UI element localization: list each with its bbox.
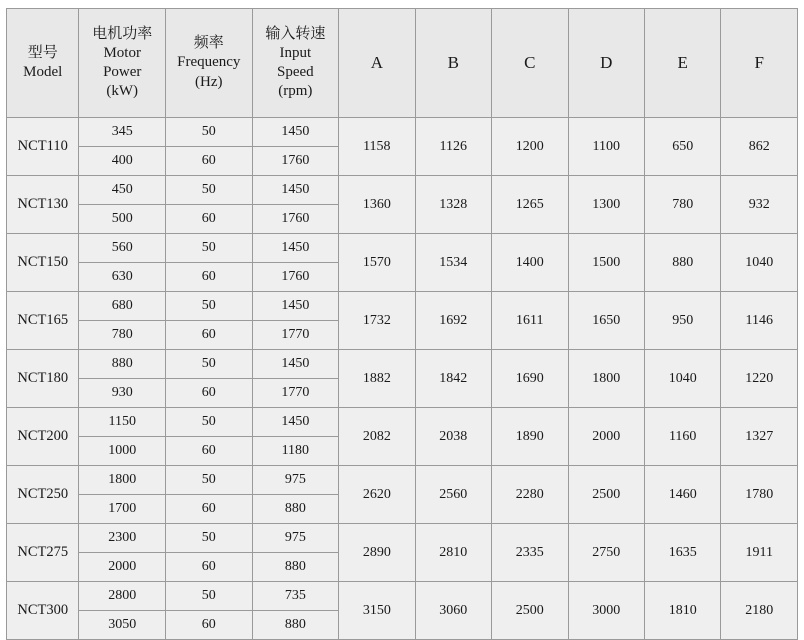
header-b: [415, 9, 491, 118]
cell-dim-a: 2082: [339, 408, 415, 466]
cell-dim-f: 932: [721, 176, 798, 234]
cell-speed: 1770: [252, 379, 339, 408]
cell-model: NCT165: [7, 292, 79, 350]
cell-dim-d: 1300: [568, 176, 644, 234]
header-c-line-0: C: [524, 53, 536, 73]
cell-power: 2000: [79, 553, 166, 582]
cell-power: 560: [79, 234, 166, 263]
cell-model: NCT275: [7, 524, 79, 582]
cell-speed: 1450: [252, 118, 339, 147]
header-input-speed-line-1: Input: [279, 44, 312, 61]
cell-dim-d: 1100: [568, 118, 644, 176]
header-frequency: [166, 9, 253, 118]
table-row: [7, 118, 798, 147]
cell-speed: 975: [252, 524, 339, 553]
cell-dim-f: 862: [721, 118, 798, 176]
cell-dim-e: 950: [644, 292, 720, 350]
cell-speed: 975: [252, 466, 339, 495]
header-f: [721, 9, 798, 118]
cell-model: NCT300: [7, 582, 79, 640]
cell-dim-b: 2560: [415, 466, 491, 524]
cell-dim-f: 1911: [721, 524, 798, 582]
cell-dim-a: 2890: [339, 524, 415, 582]
cell-freq: 60: [166, 147, 253, 176]
cell-dim-f: 1780: [721, 466, 798, 524]
cell-speed: 880: [252, 495, 339, 524]
cell-speed: 1450: [252, 176, 339, 205]
specification-table: [6, 8, 798, 640]
cell-dim-d: 2750: [568, 524, 644, 582]
cell-dim-e: 880: [644, 234, 720, 292]
cell-dim-c: 1265: [492, 176, 568, 234]
cell-dim-b: 1126: [415, 118, 491, 176]
cell-model: NCT200: [7, 408, 79, 466]
cell-freq: 60: [166, 205, 253, 234]
cell-speed: 1450: [252, 408, 339, 437]
cell-dim-d: 1800: [568, 350, 644, 408]
header-e-line-0: E: [677, 53, 688, 73]
header-motor-power-line-1: Motor: [103, 44, 141, 61]
cell-dim-c: 1690: [492, 350, 568, 408]
cell-power: 880: [79, 350, 166, 379]
header-input-speed-line-3: (rpm): [278, 83, 313, 100]
cell-speed: 880: [252, 611, 339, 640]
cell-dim-c: 1200: [492, 118, 568, 176]
cell-dim-a: 1360: [339, 176, 415, 234]
table-row: [7, 408, 798, 437]
header-frequency-line-1: Frequency: [177, 54, 241, 71]
cell-dim-d: 3000: [568, 582, 644, 640]
cell-freq: 50: [166, 524, 253, 553]
cell-dim-c: 2280: [492, 466, 568, 524]
header-d-line-0: D: [600, 53, 613, 73]
table-row: [7, 524, 798, 553]
cell-freq: 60: [166, 321, 253, 350]
header-row: [7, 9, 798, 118]
cell-freq: 50: [166, 408, 253, 437]
cell-freq: 60: [166, 553, 253, 582]
header-c: [492, 9, 568, 118]
cell-dim-d: 2500: [568, 466, 644, 524]
header-model: [7, 9, 79, 118]
cell-dim-d: 1650: [568, 292, 644, 350]
header-a-line-0: A: [370, 53, 383, 73]
cell-freq: 50: [166, 118, 253, 147]
cell-dim-e: 1810: [644, 582, 720, 640]
cell-freq: 50: [166, 176, 253, 205]
cell-freq: 60: [166, 437, 253, 466]
header-b-line-0: B: [447, 53, 459, 73]
cell-dim-e: 1460: [644, 466, 720, 524]
cell-power: 630: [79, 263, 166, 292]
header-e: [644, 9, 720, 118]
cell-power: 930: [79, 379, 166, 408]
cell-freq: 50: [166, 466, 253, 495]
header-motor-power-line-3: (kW): [106, 83, 139, 100]
cell-power: 500: [79, 205, 166, 234]
cell-speed: 1760: [252, 147, 339, 176]
header-frequency-line-2: (Hz): [195, 73, 223, 90]
cell-dim-c: 2335: [492, 524, 568, 582]
cell-speed: 1770: [252, 321, 339, 350]
cell-speed: 880: [252, 553, 339, 582]
header-a: [339, 9, 415, 118]
header-motor-power-line-2: Power: [103, 64, 142, 80]
cell-power: 2300: [79, 524, 166, 553]
cell-speed: 1450: [252, 292, 339, 321]
cell-dim-e: 1160: [644, 408, 720, 466]
cell-freq: 60: [166, 495, 253, 524]
cell-speed: 1450: [252, 234, 339, 263]
cell-dim-c: 1611: [492, 292, 568, 350]
cell-power: 1700: [79, 495, 166, 524]
cell-dim-c: 2500: [492, 582, 568, 640]
cell-dim-a: 2620: [339, 466, 415, 524]
cell-speed: 1760: [252, 263, 339, 292]
table-header: [7, 9, 798, 118]
cell-dim-a: 1570: [339, 234, 415, 292]
cell-model: NCT110: [7, 118, 79, 176]
table-row: [7, 292, 798, 321]
header-f-line-0: F: [754, 53, 764, 73]
table-body: [7, 118, 798, 640]
table-row: [7, 466, 798, 495]
cell-dim-d: 2000: [568, 408, 644, 466]
cell-dim-c: 1400: [492, 234, 568, 292]
header-input-speed-line-0: 输入转速: [265, 25, 326, 42]
cell-speed: 1760: [252, 205, 339, 234]
cell-dim-e: 1040: [644, 350, 720, 408]
cell-dim-f: 1146: [721, 292, 798, 350]
cell-freq: 50: [166, 292, 253, 321]
cell-power: 400: [79, 147, 166, 176]
cell-freq: 50: [166, 350, 253, 379]
cell-power: 780: [79, 321, 166, 350]
header-model-line-1: Model: [23, 64, 63, 80]
cell-dim-e: 1635: [644, 524, 720, 582]
cell-model: NCT250: [7, 466, 79, 524]
cell-power: 1150: [79, 408, 166, 437]
cell-power: 1000: [79, 437, 166, 466]
cell-freq: 60: [166, 379, 253, 408]
cell-dim-a: 1732: [339, 292, 415, 350]
cell-freq: 50: [166, 234, 253, 263]
cell-power: 2800: [79, 582, 166, 611]
cell-dim-a: 3150: [339, 582, 415, 640]
cell-power: 3050: [79, 611, 166, 640]
cell-dim-b: 2038: [415, 408, 491, 466]
cell-dim-a: 1158: [339, 118, 415, 176]
header-motor-power-line-0: 电机功率: [92, 25, 153, 42]
cell-speed: 1450: [252, 350, 339, 379]
cell-dim-d: 1500: [568, 234, 644, 292]
table-row: [7, 176, 798, 205]
cell-dim-b: 1328: [415, 176, 491, 234]
cell-dim-e: 780: [644, 176, 720, 234]
cell-freq: 60: [166, 611, 253, 640]
cell-speed: 735: [252, 582, 339, 611]
header-d: [568, 9, 644, 118]
cell-power: 450: [79, 176, 166, 205]
cell-speed: 1180: [252, 437, 339, 466]
cell-freq: 60: [166, 263, 253, 292]
header-input-speed: [252, 9, 339, 118]
cell-dim-b: 1842: [415, 350, 491, 408]
table-row: [7, 582, 798, 611]
cell-dim-f: 1220: [721, 350, 798, 408]
cell-dim-f: 1040: [721, 234, 798, 292]
header-model-line-0: 型号: [27, 44, 58, 61]
header-motor-power: [79, 9, 166, 118]
cell-dim-c: 1890: [492, 408, 568, 466]
header-frequency-line-0: 频率: [193, 35, 224, 52]
cell-power: 345: [79, 118, 166, 147]
table-row: [7, 234, 798, 263]
cell-dim-a: 1882: [339, 350, 415, 408]
cell-model: NCT150: [7, 234, 79, 292]
cell-dim-b: 1534: [415, 234, 491, 292]
cell-power: 1800: [79, 466, 166, 495]
header-input-speed-line-2: Speed: [276, 64, 314, 80]
cell-dim-f: 1327: [721, 408, 798, 466]
cell-dim-b: 3060: [415, 582, 491, 640]
cell-model: NCT130: [7, 176, 79, 234]
cell-dim-b: 1692: [415, 292, 491, 350]
table-row: [7, 350, 798, 379]
cell-dim-f: 2180: [721, 582, 798, 640]
cell-model: NCT180: [7, 350, 79, 408]
cell-freq: 50: [166, 582, 253, 611]
cell-power: 680: [79, 292, 166, 321]
cell-dim-e: 650: [644, 118, 720, 176]
cell-dim-b: 2810: [415, 524, 491, 582]
